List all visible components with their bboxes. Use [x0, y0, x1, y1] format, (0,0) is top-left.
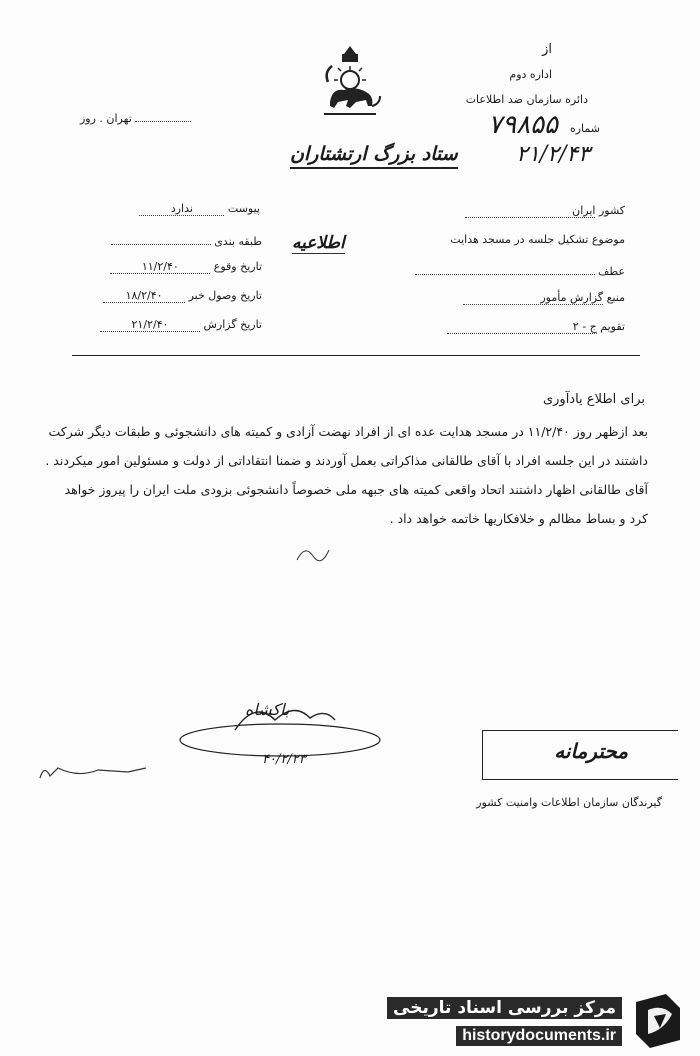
margin-mark	[38, 760, 148, 784]
header-city-day-label: تهران . روز	[80, 112, 132, 125]
field-receipt-date	[62, 289, 262, 303]
field-value: ۲۱/۲/۴۰	[100, 318, 200, 332]
field-country	[415, 204, 625, 218]
classification-stamp	[482, 730, 678, 780]
field-label: پیوست	[227, 202, 260, 215]
field-occurrence-date	[62, 260, 262, 274]
field-evaluation	[415, 320, 625, 334]
doc-type: اطلاعیه	[292, 233, 345, 253]
field-source	[415, 291, 625, 305]
field-value: ۱۸/۲/۴۰	[103, 289, 185, 303]
field-attachment	[90, 202, 260, 216]
lion-sun-emblem-icon	[310, 42, 390, 122]
field-label: عطف	[598, 265, 625, 278]
header-city-day	[80, 112, 191, 125]
header-divider	[72, 355, 640, 356]
field-label: طبقه بندی	[214, 235, 262, 248]
field-subject	[415, 233, 625, 246]
body-salutation: برای اطلاع یادآوری	[542, 392, 645, 407]
body-line: کرد و بساط مظالم و خلافکاریها خاتمه خواهد داد .	[389, 511, 648, 526]
field-label: تقویم	[600, 320, 625, 333]
field-value: ندارد	[139, 202, 224, 216]
watermark-org: مرکز بررسی اسناد تاریخی	[387, 997, 622, 1019]
field-value: گزارش مأمور	[463, 291, 603, 305]
field-label: موضوع	[591, 233, 625, 246]
watermark-logo-icon	[628, 990, 688, 1050]
header-az: از	[542, 42, 552, 57]
header-office: اداره دوم	[509, 68, 552, 81]
field-classification	[62, 232, 262, 248]
scribble-mark	[295, 540, 335, 570]
body-line: آقای طالقانی اظهار داشتند اتحاد واقعی کمیته های جبهه ملی خصوصاً دانشجوئی بزودی ملت ایران را پیروز خواهد	[64, 482, 648, 497]
watermark-url: historydocuments.ir	[456, 1026, 622, 1046]
field-value	[111, 232, 211, 245]
field-value: ایران	[465, 204, 595, 218]
field-label: منبع	[606, 291, 625, 304]
signature-date: ۴۰/۲/۲۳	[262, 752, 306, 767]
header-number-label: شماره	[569, 122, 600, 135]
field-label: تاریخ گزارش	[203, 318, 262, 331]
body-line: داشتند در این جلسه افراد با آقای طالقانی مذاکراتی بعمل آوردند و ضمنا انتقاداتی از دولت و مسئولین امور میکردند .	[45, 453, 648, 468]
signature: باکشاه	[245, 700, 290, 719]
field-value: ۱۱/۲/۴۰	[110, 260, 210, 274]
field-label: تاریخ وصول خبر	[188, 289, 262, 302]
header-date-value: ۲۱/۲/۴۳	[516, 142, 590, 167]
field-reference	[415, 262, 625, 278]
field-value: ج - ۲	[447, 320, 597, 334]
header-number-value: ۷۹۸۵۵	[488, 110, 558, 140]
field-report-date	[62, 318, 262, 332]
header-department: دائره سازمان ضد اطلاعات	[465, 93, 588, 106]
field-value	[415, 262, 595, 275]
recipient: گیرندگان سازمان اطلاعات وامنیت کشور	[476, 796, 662, 809]
field-label: کشور	[598, 204, 625, 217]
field-value: تشکیل جلسه در مسجد هدایت	[450, 233, 589, 246]
classification-stamp-text: محترمانه	[554, 739, 628, 763]
field-label: تاریخ وقوع	[213, 260, 262, 273]
body-line: بعد ازظهر روز ۱۱/۲/۴۰ در مسجد هدایت عده ای از افراد نهضت آزادی و کمیته های دانشجوئی و طبقات دیگر شرکت	[48, 424, 648, 439]
org-name: ستاد بزرگ ارتشتاران	[290, 143, 458, 169]
